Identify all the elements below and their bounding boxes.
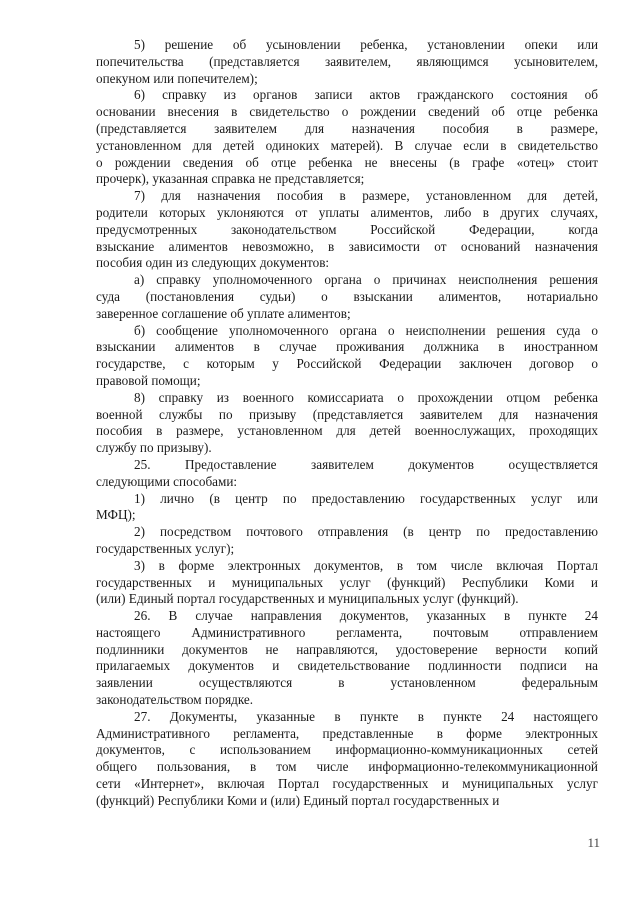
text-line: государстве, с которым у Российской Федерации заключен договор о [96, 356, 598, 372]
paragraph [96, 188, 598, 272]
paragraph [96, 272, 598, 322]
text-line: 5) решение об усыновлении ребенка, установлении опеки или [134, 37, 598, 52]
text-line: 1) лично (в центр по предоставлению государственных услуг или [134, 490, 598, 506]
text-line: пособия один из следующих документов: [96, 255, 330, 271]
text-line: взыскание алиментов невозможно, в зависимости от оснований назначения [96, 238, 598, 254]
text-line: предусмотренных законодательством Российской Федерации, когда [96, 221, 598, 237]
paragraph [96, 87, 598, 188]
text-line: настоящего Административного регламента, почтовым отправлением [96, 624, 598, 640]
text-line: 25. Предоставление заявителем документов осуществляется [134, 456, 598, 472]
text-line: следующими способами: [96, 473, 238, 489]
text-line: суда (постановления судьи) о взыскании алиментов, нотариально [96, 288, 598, 304]
text-line: пособия в размере, установленном для детей военнослужащих, проходящих [96, 423, 598, 439]
text-line: 3) в форме электронных документов, в том числе включая Портал [134, 557, 598, 573]
paragraph [96, 390, 598, 457]
text-line: государственных и муниципальных услуг (функций) Республики Коми и [96, 574, 598, 590]
text-line: правовой помощи; [96, 372, 201, 388]
text-line: подлинники документов не направляются, удостоверение верности копий [96, 641, 598, 657]
text-line: МФЦ); [96, 507, 136, 523]
text-line: (или) Единый портал государственных и муниципальных услуг (функций). [96, 591, 519, 607]
text-line: установленном для детей одиноких матерей). В случае если в свидетельство [96, 137, 598, 153]
text-line: Административного регламента, представленные в форме электронных [96, 725, 598, 741]
text-line: 6) справку из органов записи актов гражданского состояния об [134, 87, 598, 103]
text-line: а) справку уполномоченного органа о причинах неисполнения решения [134, 272, 598, 288]
text-line: о рождении сведения об отце ребенка не внесены (в графе «отец» стоит [96, 154, 598, 170]
page-number: 11 [587, 835, 600, 850]
paragraph [96, 558, 598, 608]
text-line: 7) для назначения пособия в размере, установленном для детей, [134, 188, 598, 204]
text-line: попечительства (представляется заявителем, являющимся усыновителем, [96, 53, 598, 69]
paragraph [96, 524, 598, 558]
text-line: опекуном или попечителем); [96, 70, 258, 86]
text-line: сети «Интернет», включая Портал государственных и муниципальных услуг [96, 776, 598, 792]
text-line: 26. В случае направления документов, указанных в пункте 24 [134, 608, 598, 624]
text-line: государственных услуг); [96, 540, 235, 556]
paragraph [96, 323, 598, 390]
text-line: родители которых уклоняются от уплаты алиментов, либо в других случаях, [96, 204, 598, 220]
paragraph [96, 37, 598, 87]
text-line: заверенное соглашение об уплате алиментов; [96, 305, 351, 321]
paragraph [96, 709, 598, 810]
text-line: документов, с использованием информационно-коммуникационных сетей [96, 742, 598, 758]
text-line: прочерк), указанная справка не представляется; [96, 171, 365, 187]
text-line: прилагаемых документов и свидетельствование подлинности подписи на [96, 658, 598, 674]
text-line: 2) посредством почтового отправления (в центр по предоставлению [134, 524, 598, 540]
text-line: б) сообщение уполномоченного органа о неисполнении решения суда о [134, 322, 598, 338]
text-line: (функций) Республики Коми и (или) Единый портал государственных и [96, 792, 500, 808]
text-line: службу по призыву). [96, 440, 212, 456]
text-line: 8) справку из военного комиссариата о прохождении отцом ребенка [134, 389, 598, 405]
text-line: (представляется заявителем для назначения пособия в размере, [96, 120, 598, 136]
paragraph [96, 608, 598, 709]
text-line: заявлении осуществляются в установленном федеральным [96, 675, 598, 691]
text-line: взыскании алиментов в случае проживания должника в иностранном [96, 339, 598, 355]
text-line: основании внесения в свидетельство о рождении сведений об отце ребенка [96, 104, 598, 120]
text-line: общего пользования, в том числе информационно-телекоммуникационной [96, 759, 598, 775]
paragraph [96, 457, 598, 491]
text-line: военной службы по призыву (представляется заявителем для назначения [96, 406, 598, 422]
text-line: 27. Документы, указанные в пункте в пункте 24 настоящего [134, 708, 598, 724]
text-line: законодательством порядке. [96, 692, 254, 708]
paragraph [96, 491, 598, 525]
document-body [96, 37, 598, 810]
